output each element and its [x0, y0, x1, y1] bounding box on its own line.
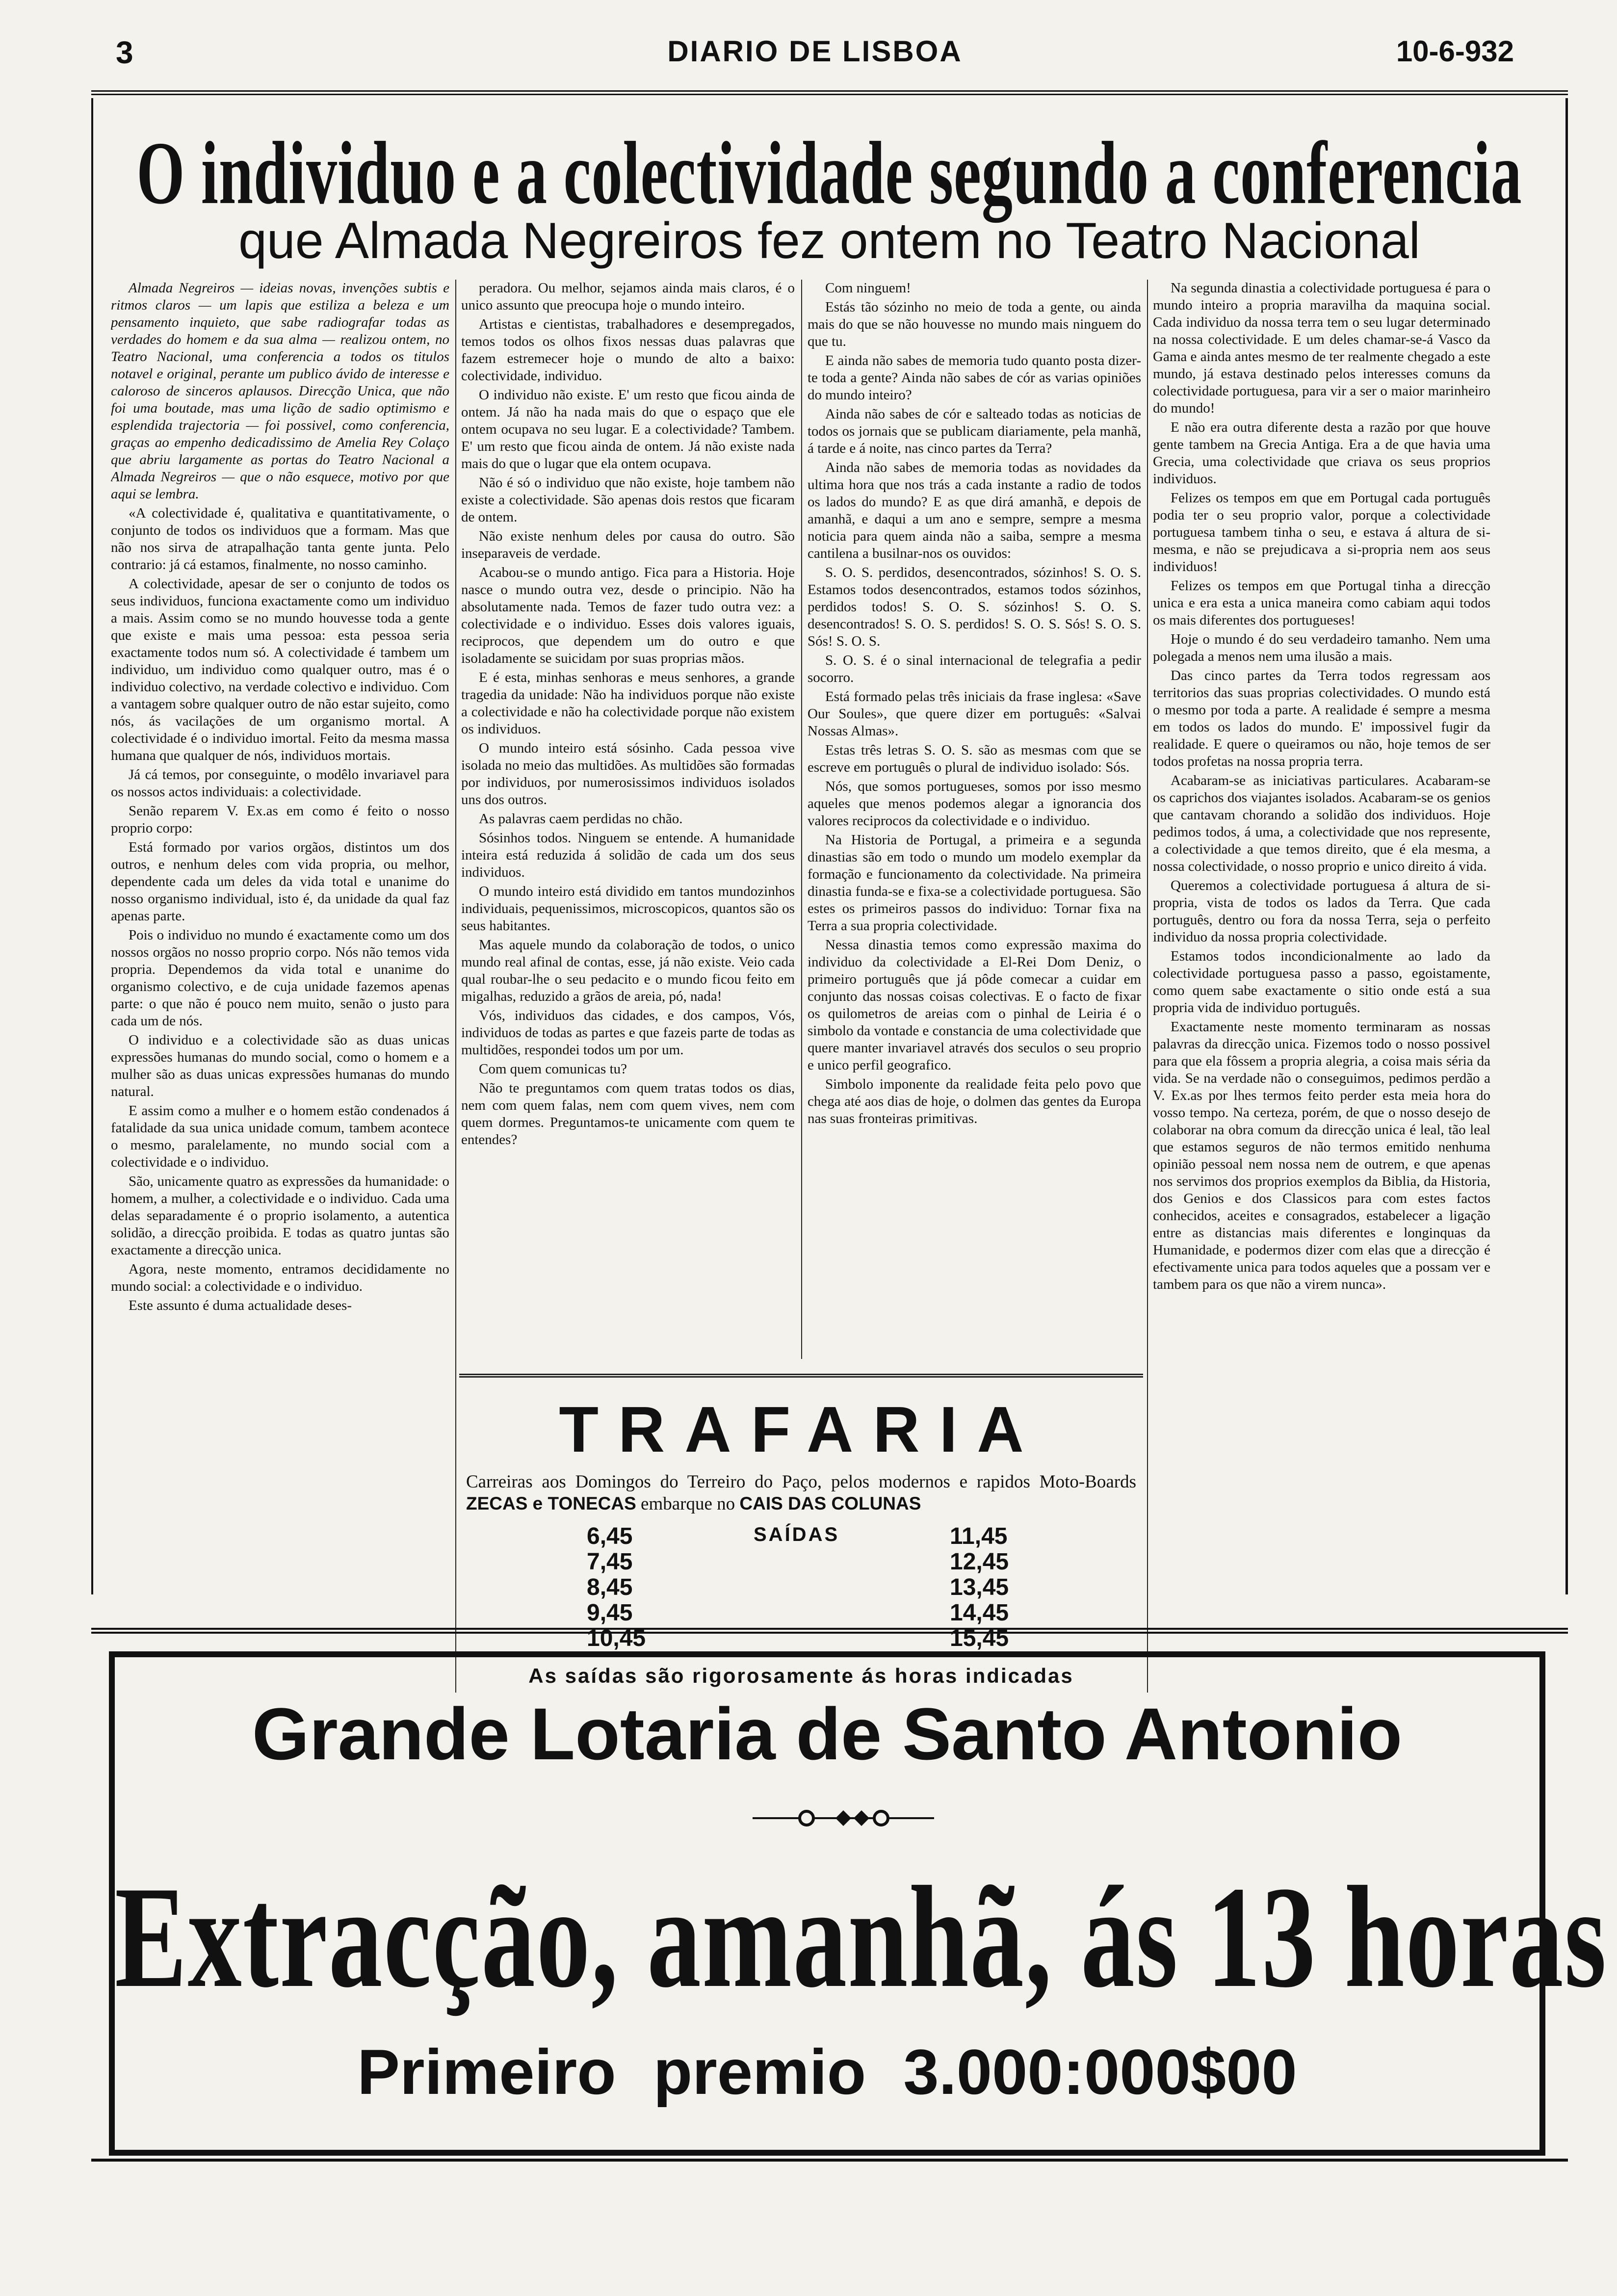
article-paragraph: Na Historia de Portugal, a primeira e a segunda dinastias são em todo o mundo um modelo exemplar da formação e funcionamento da colectividade. Na primeira dinastia funda-se e fixa-se a colectividade portuguesa. São estes os primeiros passos do individuo: Tornar fixa na Terra a sua propria colectividade.: [808, 832, 1141, 934]
article-paragraph: Sósinhos todos. Ninguem se entende. A humanidade inteira está reduzida á solidão de cada um dos seus individuos.: [461, 830, 795, 880]
article-paragraph: Almada Negreiros — ideias novas, invenções subtis e ritmos claros — um lapis que estiliza a beleza e um pensamento inquieto, que sabe radiografar todas as verdades do homem e da sua alma — realizou ontem, no Teatro Nacional, uma conferencia a todos os titulos notavel e original, perante um publico ávido de interesse e caloroso de sinceros aplausos. Direcção Unica, que não foi uma boutade, mas uma lição de sadio optimismo e esplendida trajectoria — foi possivel, como conferencia, graças ao empenho dedicadissimo de Amelia Rey Colaço que abriu largamente as portas do Teatro Nacional a Almada Negreiros — que o não esquece, motivo por que aqui se lembra.: [111, 280, 449, 502]
masthead: [116, 34, 1514, 83]
departure-time: 13,45: [950, 1574, 1009, 1600]
article-paragraph: Estamos todos incondicionalmente ao lado da colectividade portuguesa passo a passo, egoistamente, como quem sabe exactamente o sitio onde está a sua propria vida de individuo português.: [1153, 948, 1490, 1016]
article-paragraph: Agora, neste momento, entramos decididamente no mundo social: a colectividade e o individuo.: [111, 1261, 449, 1294]
article-paragraph: Está formado por varios orgãos, distintos um dos outros, e nenhum deles com vida propria, ou melhor, dependente cada um deles da vida total e unanime do nosso organismo individual, isto é, da unidade da qual faz apenas parte.: [111, 839, 449, 924]
article-paragraph: O mundo inteiro está dividido em tantos mundozinhos individuais, pequenissimos, microscopicos, quantos são os seus habitantes.: [461, 884, 795, 934]
article-paragraph: E assim como a mulher e o homem estão condenados á fatalidade da sua unica unidade comum, tambem acontece o mesmo, paralelamente, no mundo social com a colectividade e o individuo.: [111, 1103, 449, 1170]
departure-time: 10,45: [587, 1625, 646, 1651]
article-column-1: [111, 280, 449, 1693]
lottery-title: Grande Lotaria de Santo Antonio: [252, 1693, 1403, 1775]
article-paragraph: Este assunto é duma actualidade deses-: [129, 1298, 352, 1313]
article-paragraph: Senão reparem V. Ex.as em como é feito o nosso proprio corpo:: [111, 803, 449, 836]
departure-time: 8,45: [587, 1574, 633, 1600]
article-paragraph: Nessa dinastia temos como expressão maxima do individuo da colectividade a El-Rei Dom Deniz, o primeiro português que já pôde comecar a cuidar em conjunto das nossas coisas colectivas. E o facto de fixar os quilometros de areias com o pinhal de Leiria é o simbolo da vontade e constancia de uma colectividade que quere manter invariavel através dos seculos o seu proprio e unico perfil geografico.: [808, 937, 1141, 1073]
trafaria-text: embarque no: [636, 1494, 740, 1514]
ornament-divider: [753, 1808, 934, 1828]
article-column-2: [461, 280, 795, 1334]
article-paragraph: O individuo e a colectividade são as duas unicas expressões humanas do mundo social, como o homem e a mulher são as duas unicas expressões humanas do mundo natural.: [111, 1032, 449, 1099]
departure-time: 15,45: [950, 1625, 1009, 1651]
departure-time: 9,45: [587, 1600, 633, 1626]
article-paragraph: Queremos a colectividade portuguesa á altura de si-propria, vista de todos os lados da Terra. Que cada português, dentro ou fora da nossa Terra, seja o perfeito individuo da nossa propria colectividade.: [1153, 878, 1490, 945]
article-paragraph: peradora. Ou melhor, sejamos ainda mais claros, é o unico assunto que preocupa hoje o mundo inteiro.: [461, 280, 795, 313]
article-paragraph: Com quem comunicas tu?: [479, 1061, 627, 1077]
trafaria-description: [459, 1466, 1143, 1515]
article-paragraph: Hoje o mundo é do seu verdadeiro tamanho. Nem uma polegada a menos nem uma ilusão a mais.: [1153, 631, 1490, 664]
article-paragraph: A colectividade, apesar de ser o conjunto de todos os seus individuos, funciona exactamente como um individuo a mais. Assim como se no mundo houvesse toda a gente que existe e mais uma pessoa: esta pessoa seria exactamente todos num só. A colectividade é tambem um individuo, um individuo como qualquer outro, mas é o individuo colectivo, na verdade colectivo e individuo. Com a vantagem sobre qualquer outro de não estar sujeito, como nós, ás vacilações de um organismo mortal. A colectividade é o individuo imortal. Feito da mesma massa humana que qualquer de nós, individuos mortais.: [111, 576, 449, 763]
trafaria-timetable: [459, 1524, 1143, 1661]
article-paragraph: Mas aquele mundo da colaboração de todos, o unico mundo real afinal de contas, esse, já não existe. Veio cada qual roubar-lhe o seu pedacito e o mundo ficou feito em migalhas, reduzido a grãos de areia, pó, nada!: [461, 937, 795, 1004]
section-rule: [91, 1628, 1568, 1634]
article-paragraph: Felizes os tempos em que em Portugal cada português podia ter o seu proprio valor, porque a colectividade portuguesa tambem tinha o seu, e estava á altura de si-mesma, e não se prejudicava a si-propria nem aos seus individuos!: [1153, 490, 1490, 574]
article-paragraph: As palavras caem perdidas no chão.: [479, 811, 683, 827]
article-paragraph: Vós, individuos das cidades, e dos campos, Vós, individuos de todas as partes e que fazeis parte de todas as multidões, respondei todos um por um.: [461, 1008, 795, 1058]
article-paragraph: Acabou-se o mundo antigo. Fica para a Historia. Hoje nasce o mundo outra vez, desde o principio. Não ha absolutamente nada. Temos de fazer tudo outra vez: a colectividade e o individuo. Esses dois valores iguais, reciprocos, que dependem um do outro e que isoladamente se suicidam por suas proprias mãos.: [461, 565, 795, 666]
article-paragraph: Ainda não sabes de cór e salteado todas as noticias de todos os jornais que se publicam diariamente, pela manhã, á tarde e á noite, nas cinco partes da Terra?: [808, 406, 1141, 456]
article-paragraph: «A colectividade é, qualitativa e quantitativamente, o conjunto de todos os individuos que a formam. Mas que não nos sirva de atrapalhação tanta gente junta. Pelo contrario: já cá estamos, finalmente, no nosso caminho.: [111, 505, 449, 573]
article-paragraph: Acabaram-se as iniciativas particulares. Acabaram-se os caprichos dos viajantes isolados. Acabaram-se os genios que cantavam chorando a solidão dos individuos. Hoje pedimos todos, á uma, a colectividade que nos represente, a colectividade a que temos direito, que é ela mesma, a nossa colectividade, o nosso proprio e unico direito á vida.: [1153, 773, 1490, 874]
lottery-draw-time: Extracção, amanhã, ás 13 horas: [115, 1856, 1608, 2018]
article-paragraph: S. O. S. perdidos, desencontrados, sózinhos! S. O. S. Estamos todos desencontrados, estamos todos sózinhos, perdidos todos! S. O. S. sózinhos! S. O. S. desencontrados! S. O. S. perdidos! S. O. S. Sós! S. O. S. Sós! S. O. S.: [808, 565, 1141, 649]
column-divider: [801, 280, 802, 1359]
column-divider: [455, 280, 456, 1693]
article-paragraph: Exactamente neste momento terminaram as nossas palavras da direcção unica. Fizemos todo o nosso possivel para que ela fôssem a propria alegria, a coisa mais séria da vida. Se na verdade não o conseguimos, pedimos perdão a V. Ex.as por lhes termos feito perder esta meia hora do vosso tempo. Na certeza, porém, de que o nosso desejo de colaborar na obra comum da direcção unica é leal, tão leal que estamos seguros de não termos emitido nenhuma opinião pessoal nem nossa nem de outrem, e que apenas nos servimos dos proprios exemplos da Biblia, da Historia, dos Genios e dos Classicos para com estes factos conhecidos, aceites e consagrados, estabelecer a ligação entre as distancias mais diferentes e longinquas da Humanidade, e podermos dizer com elas que a direcção é efectivamente unica para todos aqueles que a possam ver e tambem para os que não a virem nunca».: [1153, 1019, 1490, 1292]
article-column-3: [808, 280, 1141, 1334]
article-frame: [91, 98, 1568, 1687]
issue-date: 10-6-932: [1396, 35, 1514, 68]
article-paragraph: E não era outra diferente desta a razão por que houve gente tambem na Grecia Antiga. Era a de que havia uma Grecia, uma colectividade que criava os seus proprios individuos.: [1153, 419, 1490, 487]
article-paragraph: Estás tão sózinho no meio de toda a gente, ou ainda mais do que se não houvesse no mundo mais ninguem do que tu.: [808, 299, 1141, 349]
article-paragraph: Não é só o individuo que não existe, hoje tambem não existe a colectividade. São apenas dois restos que ficaram de ontem.: [461, 475, 795, 525]
departure-time: 7,45: [587, 1549, 633, 1575]
article-paragraph: Não te preguntamos com quem tratas todos os dias, nem com quem falas, nem com quem vives, nem com quem dormes. Preguntamos-te unicamente com quem te entendes?: [461, 1080, 795, 1148]
article-paragraph: E ainda não sabes de memoria tudo quanto posta dizer-te toda a gente? Ainda não sabes de cór as varias opiniões do mundo inteiro?: [808, 353, 1141, 403]
article-paragraph: Artistas e cientistas, trabalhadores e desempregados, temos todos os olhos fixos nessas duas palavras que fazem estremecer hoje o mundo de alto a baixo: colectividade, individuo.: [461, 316, 795, 384]
article-paragraph: Ainda não sabes de memoria todas as novidades da ultima hora que nos trás a cada instante a radio de todos os lados do mundo? E as que dirá amanhã, e depois de amanhã, e daqui a um ano e sempre, sempre a mesma noticia para quem ainda não a saiba, sempre a mesma cantilena a busilnar-nos os ouvidos:: [808, 460, 1141, 561]
departure-time: 14,45: [950, 1600, 1009, 1626]
article-column-4: [1153, 280, 1490, 1693]
article-paragraph: E é esta, minhas senhoras e meus senhores, a grande tragedia da unidade: Não ha individuos porque não existe a colectividade e não ha colectividade porque não existem os individuos.: [461, 670, 795, 737]
article-paragraph: Felizes os tempos em que Portugal tinha a direcção unica e era esta a unica maneira como cabiam aqui todos os mais diferentes dos portugueses!: [1153, 578, 1490, 628]
article-paragraph: Das cinco partes da Terra todos regressam aos territorios das suas proprias colectividades. O mundo está o mesmo por toda a parte. A realidade é sempre a mesma em todos os lados do mundo. E' impossivel fugir da realidade. E quere o queiramos ou não, hoje temos de ser todos profetas na nossa propria terra.: [1153, 668, 1490, 769]
trafaria-pier: CAIS DAS COLUNAS: [739, 1493, 921, 1513]
page-number: 3: [116, 35, 133, 70]
article-paragraph: Com ninguem!: [825, 280, 911, 296]
article-paragraph: Simbolo imponente da realidade feita pelo povo que chega até aos dias de hoje, o dolmen das gentes da Europa nas suas fronteiras primitivas.: [808, 1076, 1141, 1126]
article-paragraph: S. O. S. é o sinal internacional de telegrafia a pedir socorro.: [808, 652, 1141, 685]
departure-time: 12,45: [950, 1549, 1009, 1575]
article-paragraph: Estas três letras S. O. S. são as mesmas com que se escreve em português o plural de individuo isolado: Sós.: [808, 742, 1141, 775]
article-subheadline: que Almada Negreiros fez ontem no Teatro Nacional: [238, 212, 1420, 269]
masthead-rule: [91, 90, 1568, 95]
trafaria-boats: ZECAS e TONECAS: [466, 1493, 636, 1513]
article-headline: O individuo e a colectividade segundo a conferencia: [136, 124, 1522, 223]
trafaria-text: Carreiras aos Domingos do Terreiro do Paço, pelos modernos e rapidos Moto-Boards: [466, 1472, 1136, 1492]
article-paragraph: Não existe nenhum deles por causa do outro. São inseparaveis de verdade.: [461, 528, 795, 561]
article-paragraph: Está formado pelas três iniciais da frase inglesa: «Save Our Soules», que quere dizer em português: «Salvai Nossas Almas».: [808, 689, 1141, 739]
article-paragraph: Nós, que somos portugueses, somos por isso mesmo aqueles que menos podemos alegar a ignorancia dos valores reciprocos da colectividade e o individuo.: [808, 779, 1141, 829]
trafaria-footer: As saídas são rigorosamente ás horas indicadas: [528, 1664, 1074, 1687]
article-paragraph: Na segunda dinastia a colectividade portuguesa é para o mundo inteiro a propria maravilha da maquina social. Cada individuo da nossa terra tem o seu lugar determinado na nossa colectividade. E um deles chamar-se-á Vasco da Gama e ainda antes mesmo de ter realmente chegado a este mundo, já estava destinado pelos interesses comuns da colectividade portuguesa, para vir a ser o maior marinheiro do mundo!: [1153, 280, 1490, 416]
departure-time: 11,45: [950, 1523, 1008, 1549]
lottery-first-prize: Primeiro premio 3.000:000$00: [357, 2036, 1297, 2108]
article-paragraph: Pois o individuo no mundo é exactamente como um dos nossos orgãos no nosso proprio corpo. Nós não temos vida propria. Dependemos da vida total e unanime do organismo colectivo, e de cuja unidade fazemos apenas parte: o que não é pouco nem muito, senão o justo para cada um de nós.: [111, 927, 449, 1029]
departures-label: SAÍDAS: [754, 1524, 840, 1545]
article-paragraph: Já cá temos, por conseguinte, o modêlo invariavel para os nossos actos individuais: a colectividade.: [111, 767, 449, 800]
newspaper-name: DIARIO DE LISBOA: [667, 35, 963, 68]
column-divider: [1147, 280, 1148, 1693]
article-paragraph: O individuo não existe. E' um resto que ficou ainda de ontem. Já não ha nada mais do que o espaço que ele ontem ocupava no seu lugar. E a colectividade? Tambem. E' um resto que ficou ainda de ontem. Já não existe nada mais do que o lugar que ela ontem ocupava.: [461, 387, 795, 471]
article-paragraph: São, unicamente quatro as expressões da humanidade: o homem, a mulher, a colectividade e o individuo. Cada uma delas separadamente é o proprio isolamento, a autentica solidão, a direcção proibida. E todas as quatro juntas são exactamente a direcção unica.: [111, 1174, 449, 1258]
trafaria-title: TRAFARIA: [559, 1393, 1043, 1465]
departure-time: 6,45: [587, 1523, 633, 1549]
article-paragraph: O mundo inteiro está sósinho. Cada pessoa vive isolada no meio das multidões. As multidões são formadas por individuos, por numerosissimos individuos isolados uns dos outros.: [461, 740, 795, 808]
lottery-ad: [109, 1651, 1608, 2156]
bottom-rule: [91, 2159, 1568, 2162]
